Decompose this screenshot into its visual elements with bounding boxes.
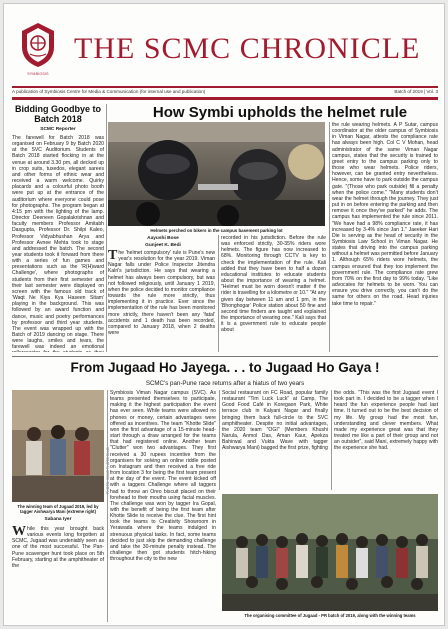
helmet-authors <box>108 235 218 249</box>
masthead-rule <box>12 86 438 88</box>
farewell-byline: SCMC Reporter <box>40 127 76 132</box>
newspaper-title: THE SCMC CHRONICLE <box>74 32 421 65</box>
jugaad-col-1-text: hile this year brought back various events long forgotten at SCMC, Jugaad was undeniably seen as one of the most successful. The Pan-Pune scavenger hunt took place on 5th February, starting at the amphitheater of the <box>12 526 104 569</box>
newspaper-page <box>3 3 445 626</box>
column-divider <box>219 390 220 490</box>
jugaad-author: Sabana Iyer <box>44 517 72 522</box>
author-name: Gunjeet K. Bedi <box>145 243 181 248</box>
farewell-article <box>12 104 104 352</box>
farewell-headline: Bidding Goodbye to Batch 2018 <box>15 104 101 124</box>
drop-cap: T <box>108 248 118 263</box>
helmet-col-2: recorded in his jurisdiction. Before the rule was enforced strictly, 30-35% riders wore helmets. The figure has now increased to 68%. Monitoring through CCTV is key to check the implementation of the rule. Kali added that they have been to half a dozen educational institutes to educate students about the importance of wearing a helmet. "Helmet must be worn doesn't matter if the rider is travelling for a kilometre or 10." "At any given day between 11 am and 1 pm, in the 'Bhonghogar' Police station about 50 fine and second time finders are taught and explained the importance of wearing one." Kali says that it is a government rule to educate people about <box>221 235 326 334</box>
helmets-photo-caption: Helmets perched on bikers in the campus basement parking lot <box>150 228 283 233</box>
winning-team-photo <box>12 390 104 502</box>
column-divider <box>107 390 108 622</box>
organising-committee-photo <box>222 494 438 611</box>
column-divider <box>106 104 107 352</box>
helmet-col-3: the rule wearing helmets. A P Sutar, campus coordinator at the older campus of Symbiosis in Viman Nagar, attests the compliance rate has always been high. Col C V Mohan, head administrator of the same Viman Nagar campus, states that the security is trained to greet entry to the campus parking only to those who wear helmets. Police riders, however, can be granted entry nevertheless. Hence, some have to park outside the campus gate. "(Those who park outside) fill a penalty when the police come." "Many students don't wear the helmet through the journey. They just put in on before entering the parking and then remove it once they've parked" he adds. The campus has implemented the rule since 2011. "We have had a 98% compliance rate, it has increased by 3-4% since Jan 1." Jaeeker Hari Die is serving as the head of security in the Symbiosis Law School in Viman Nagar. He states that driving into the campus parking without a helmet was permitted before January 1. Although 65% riders wore helmets, the campus ensured that they too implement the government rule. The compliance rate grew from 70% on the first day to 99% today. "Like advocates for helmets to be worn. You can ensure you drive correctly, you can't do the same for others on the road. Head injuries take time to repair." <box>332 122 438 307</box>
photo-credit: PHOTO: SCMC PHOTO CLUB <box>106 447 110 494</box>
helmet-col-1 <box>108 250 215 336</box>
winning-team-caption: The winning team of Jugaad 2019, led by tagger Aishwarya Mani (extreme right) <box>17 504 99 514</box>
column-divider <box>329 122 330 352</box>
jugaad-col-1 <box>12 526 104 569</box>
jugaad-col-4: the odds. "This was the first Jugaad event I took part in. I decided to be a tagger when I heard the fun experience people had last time. It turned out to be the best decision of my life. My group had the most fun, understanding and clever members. What made my experience great was that they treated me like a part of their group and not an outsider", said Mani, extremely happy with the experience she had. <box>334 390 438 452</box>
symbiosis-logo-icon <box>18 21 58 69</box>
author-name: Aayushi Bose <box>147 236 179 241</box>
jugaad-headline: From Jugaad Ho Jayega. . . to Jugaad Ho Gaya ! <box>70 360 380 375</box>
section-divider <box>12 356 438 357</box>
organising-committee-caption: The organising committee of Jugaad - PR batch of 2019, along with the winning teams <box>244 613 416 618</box>
helmet-headline: How Symbi upholds the helmet rule <box>152 104 408 121</box>
jugaad-col-3: Social restaurant on FC Road, popular family restaurant "Tim Luck Luck" at Camp, The Good Food Café in Koregaon Park, White terrace club in Kalyani Nagar and finally bringing them back full-circle to the SVC amphitheater. Despite no initial advantages, the 2020 team "OGI" (Members Khushi Narula, Anmol Das, Aman Kaur, Apekza Bahirwal and Vukta Wave with tagger Aishwarya Mani) bagged the first prize, fighting <box>222 390 328 452</box>
farewell-body-text: The farewell for Batch 2018 was organised on February 9 by Batch 2020 at the SVC Auditorium. Students of Batch 2018 started flocking in at the venue at around 3.30 pm, all decked up in crop suits, tuxedos, elegant sarees and other forms of ethnic wear and received a warm welcome. Quirky placards and a colourful photo booth were put up at the entrance of the auditorium where everyone could pose for photographs. The program began at 4:15 pm with the lighting of the lamp. Director Deeneen Gopalakrishnan and faculty members Professor Amitabh Dasgupta, Professor Dr. Shilpi Kaleo, Professor Vidyabhushan Arya and Professor Avnee Mehta took to stage and addressed the batch. The second year students took it forward from there with a series of fun games and presentations such as the 'R(H)ward Challenge', where photographs of students from their first semester and their last semester were displayed on screen with the famous old track of 'Waqt Ne Kiya Kya Haseen Sitam' playing in the background. This was followed by an award function and dance, music and poetry performances by professor and third year students. The event was wrapped up with the Batch of 2019 dancing on stage. There were laughs, smiles and tears, the farewell was indeed an emotional <box>12 135 104 351</box>
publication-line: A publication of Symbiosis Centre for Media & Communication (for internal use and publication) <box>12 89 206 94</box>
masthead-bar <box>12 97 438 100</box>
jugaad-col-2: Symbiosis Viman Nagar campus (SVC). As teams presented themselves to participate, making it the highest participation the event has ever seen. While teams were allowed no phones or money, certain advantages were offered as incentives. The team "Khotte Slide" won the first advantage of a 15-minute head-start through a draw arranged for the teams that had registered online. Another team "Clutter" won two advantages. They first received a 30 rupees incentive from the organisers for solving an online riddle posted on Instagram and then received a free ride from location 3 for being the first team present at the day of the event. The event kicked off with a taggers Challenge where all taggers had to throw an Oreo biscuit placed on their forehead to their mouths using facial muscles. The challenge was won by tagger Ira Gopal, with the benefit of being the first team after Khotte Slide to receive the clue. The first hint took the teams to Creativity Showroom in Yerawada where the teams indulged in strenuous physical tasks. In fact, some teams decided to just skip the demanding challenge and take the 30-minute penalty instead. The challenge then got students hitch-hiking throughout the city to the new <box>110 390 216 563</box>
info-bar <box>12 89 438 96</box>
masthead <box>4 4 444 90</box>
column-divider <box>331 390 332 490</box>
helmet-col-1-text: he 'helmet compulsory' rule is Pune's new year's resolution for the year 2019. Viman Nagar falls under Police Inspector Jitendra Kalri's jurisdiction. He says that wearing a helmet has always been compulsory, but was not followed religiously, until January 1 2019, when the police decided to monitor compliance towards the rule more strictly, thus implementing it in practice. Ever since the implementation of the rule has been monitored more strictly, there haven't been any 'fatal' accidents and 1 death has been recorded, compared to January 2018, when 2 deaths were <box>108 250 215 337</box>
drop-cap: W <box>12 524 26 539</box>
issue-info: Batch of 2019 | Vol. 3 <box>394 89 438 94</box>
farewell-body <box>12 135 104 352</box>
logo-caption: SYMBIOSIS <box>27 72 49 76</box>
jugaad-subheadline: SCMC's pan-Pune race returns after a hiatus of two years <box>145 380 305 387</box>
helmets-photo <box>108 122 325 226</box>
column-divider <box>218 235 219 352</box>
